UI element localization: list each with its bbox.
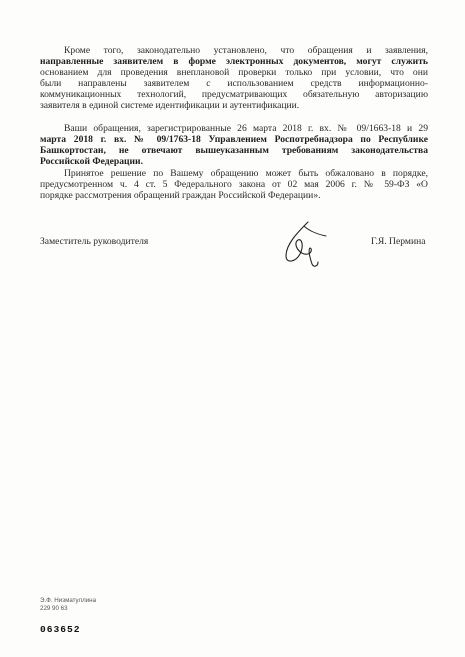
paragraph-line: направленные заявителем в форме электронных документов, могут служить [40,56,428,68]
paragraph-line: Ваши обращения, зарегистрированные 26 марта 2018 г. вх. № 09/1663-18 и 29 [64,123,428,134]
paragraph-line: Принятое решение по Вашему обращению может быть обжаловано в порядке, [64,168,428,179]
paragraph-line: основанием для проведения внеплановой проверки только при условии, что они [40,67,428,79]
paragraph-line: предусмотренном ч. 4 ст. 5 Федерального закона от 02 мая 2006 г. № 59-ФЗ «О [40,179,428,191]
paragraph-registered-requests [40,123,428,167]
executor-phone: 229 90 63 [40,605,68,612]
handwritten-signature [274,218,336,270]
signatory-name: Г.Я. Пермина [371,236,426,247]
paragraph-line: Башкортостан, не отвечают вышеуказанным требованиям законодательства [40,145,428,157]
paragraph-legal-requirements [40,45,428,112]
signatory-title: Заместитель руководителя [40,236,149,247]
paragraph-line: коммуникационных технологий, предусматривающих обязательную авторизацию [40,89,428,101]
paragraph-line: заявителя в единой системе идентификации и аутентификации. [40,100,300,112]
paragraph-appeal-procedure [40,168,428,201]
paragraph-line: Российской Федерации. [40,156,143,168]
serial-number: 063652 [40,624,81,635]
paragraph-line: марта 2018 г. вх. № 09/1763-18 Управлением Роспотребнадзора по Республике [40,134,428,146]
executor-name: Э.Ф. Низматуллина [40,597,97,604]
paragraph-line: были направлены заявителем с использованием средств информационно- [40,78,428,90]
paragraph-line: Кроме того, законодательно установлено, что обращения и заявления, [64,45,428,56]
paragraph-line: порядке рассмотрения обращений граждан Российской Федерации». [40,190,321,202]
